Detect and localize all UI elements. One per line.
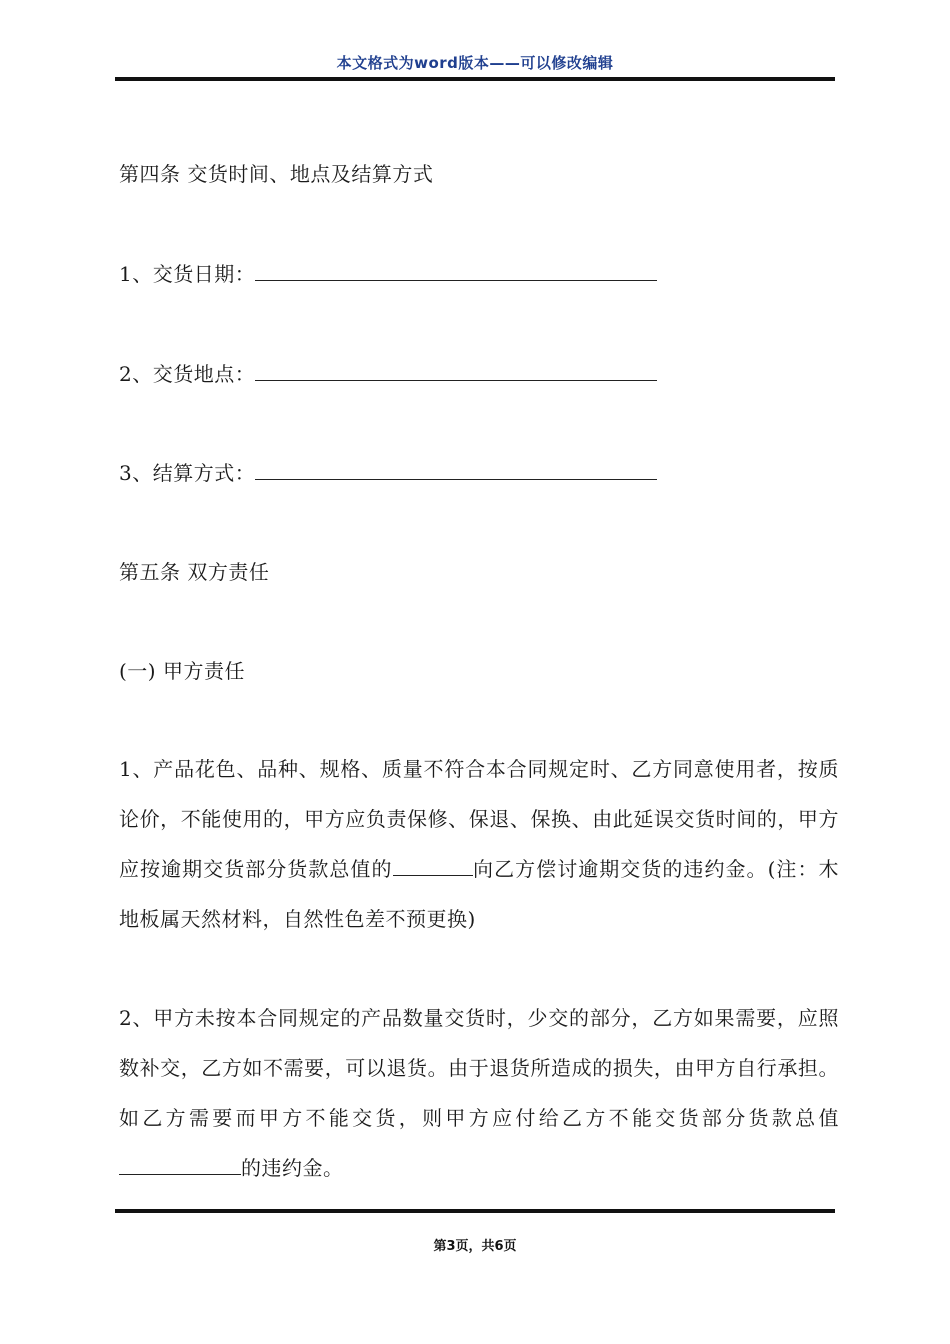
clause-2-paragraph bbox=[119, 993, 839, 1193]
settlement-label: 3、结算方式： bbox=[119, 461, 256, 485]
article5-heading: 第五条 双方责任 bbox=[119, 560, 270, 584]
page-indicator: 第3页，共6页 bbox=[433, 1239, 517, 1254]
document-header-title: 本文格式为word版本——可以修改编辑 bbox=[336, 54, 614, 72]
delivery-place-label: 2、交货地点： bbox=[119, 362, 256, 386]
delivery-place-blank bbox=[255, 362, 657, 381]
clause-2-blank bbox=[119, 1156, 241, 1175]
clause-1-text-a: 1、产品花色、品种、规格、质量不符合本合同规定时、乙方同意使用者，按质论价，不能使用的，甲方应负责保修、保退、保换、由此延误交货时间的，甲方应按逾期交货部分货款总值的 bbox=[119, 757, 839, 881]
clause-1-paragraph bbox=[119, 744, 839, 944]
delivery-place-line bbox=[119, 358, 657, 387]
clause-2-text-a: 2、甲方未按本合同规定的产品数量交货时，少交的部分，乙方如果需要，应照数补交，乙方如不需要，可以退货。由于退货所造成的损失，由甲方自行承担。如乙方需要而甲方不能交货，则甲方应付给乙方不能交货部分货款总值 bbox=[119, 1006, 839, 1130]
delivery-date-label: 1、交货日期： bbox=[119, 262, 256, 286]
clause-1-text-b: 向乙方偿讨逾期交货的违约金。(注：木地板属天然材料，自然性色差不预更换) bbox=[119, 857, 839, 931]
article4-heading: 第四条 交货时间、地点及结算方式 bbox=[119, 162, 434, 186]
clause-2-text-b: 的违约金。 bbox=[241, 1156, 344, 1180]
settlement-blank bbox=[255, 461, 657, 480]
settlement-line bbox=[119, 457, 657, 486]
clause-1-blank bbox=[393, 857, 473, 876]
party-a-heading: (一) 甲方责任 bbox=[119, 659, 245, 683]
header-divider bbox=[115, 75, 835, 81]
footer-divider bbox=[115, 1207, 835, 1213]
delivery-date-line bbox=[119, 258, 657, 287]
delivery-date-blank bbox=[255, 262, 657, 281]
